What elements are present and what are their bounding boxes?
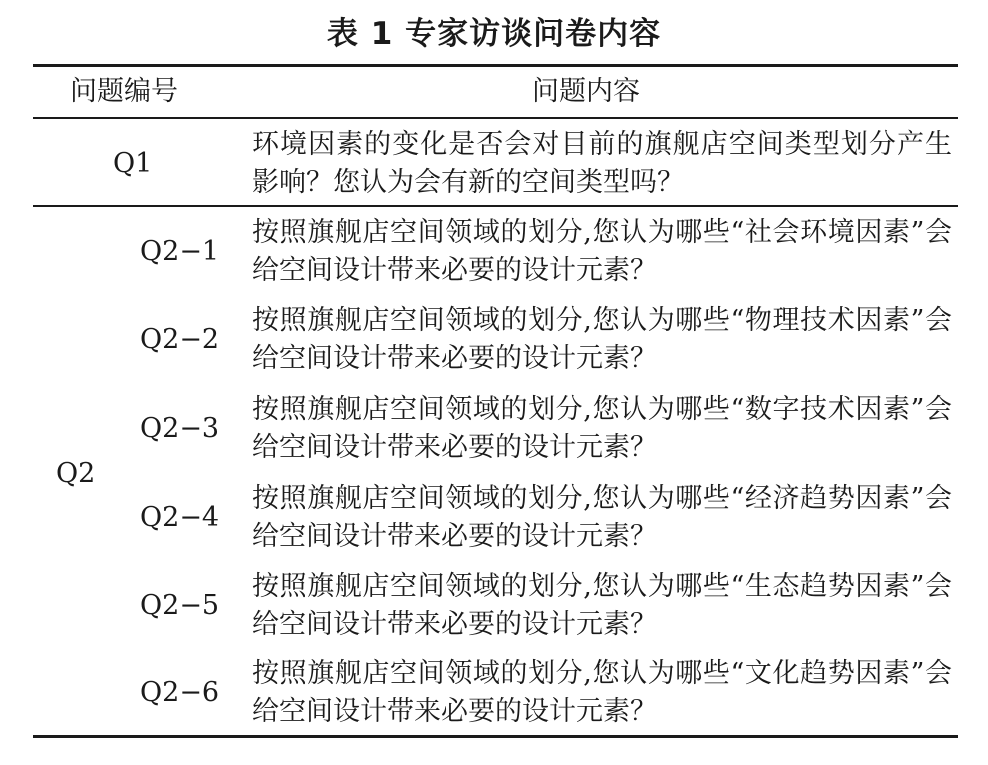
question-group-id-q2: Q2 — [56, 458, 96, 489]
question-content: 按照旗舰店空间领域的划分,您认为哪些“数字技术因素”会给空间设计带来必要的设计元素？ — [252, 394, 952, 463]
question-id: Q2−6 — [140, 677, 220, 708]
question-id-q1: Q1 — [113, 148, 153, 179]
question-id: Q2−1 — [140, 236, 220, 267]
header-question-id: 问题编号 — [70, 76, 178, 107]
question-id: Q2−4 — [140, 502, 220, 533]
table-caption: 表 1 专家访谈问卷内容 — [326, 16, 662, 52]
bottom-rule — [33, 735, 958, 738]
question-content: 按照旗舰店空间领域的划分,您认为哪些“生态趋势因素”会给空间设计带来必要的设计元素？ — [252, 571, 952, 640]
question-content-q1: 环境因素的变化是否会对目前的旗舰店空间类型划分产生影响？您认为会有新的空间类型吗？ — [252, 129, 952, 198]
question-id: Q2−5 — [140, 590, 220, 621]
question-id: Q2−3 — [140, 413, 220, 444]
question-content: 按照旗舰店空间领域的划分,您认为哪些“文化趋势因素”会给空间设计带来必要的设计元素？ — [252, 658, 952, 727]
top-rule — [33, 64, 958, 67]
row-separator-rule — [33, 205, 958, 207]
question-content: 按照旗舰店空间领域的划分,您认为哪些“社会环境因素”会给空间设计带来必要的设计元素？ — [252, 217, 952, 286]
question-content: 按照旗舰店空间领域的划分,您认为哪些“物理技术因素”会给空间设计带来必要的设计元素？ — [252, 305, 952, 374]
header-question-content: 问题内容 — [532, 76, 640, 107]
header-rule — [33, 117, 958, 119]
question-content: 按照旗舰店空间领域的划分,您认为哪些“经济趋势因素”会给空间设计带来必要的设计元素？ — [252, 483, 952, 552]
question-id: Q2−2 — [140, 324, 220, 355]
